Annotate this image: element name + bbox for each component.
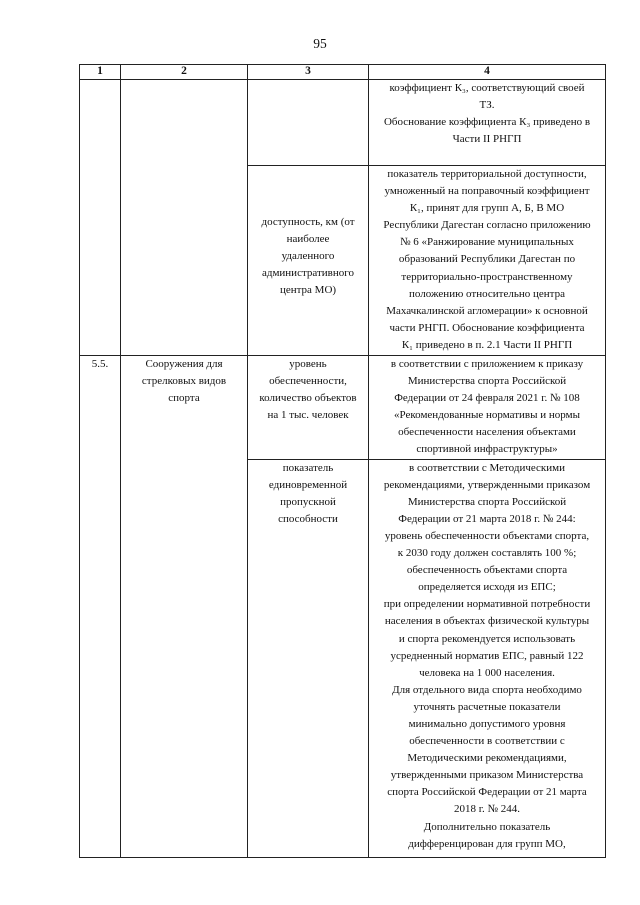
row-number-cell: 5.5. [80,356,121,858]
indicator-cell: доступность, км (от наиболее удаленного административного центра МО) [248,166,369,356]
description-cell: коэффициент К₃, соответствующий своей ТЗ. Обоснование коэффициента К₃ приведено в Части II РНГП [369,80,606,166]
table-row [80,356,606,460]
description-cell: показатель территориальной доступности, умноженный на поправочный коэффициент К₁, принят для групп А, Б, В МО Республики Дагестан согласно приложению № 6 «Ранжирование муниципальных образований Республики Дагестан по территориально-пространственному положению относительно центра Махачкалинской агломерации» к основной части РНГП. Обоснование коэффициента К₁ приведено в п. 2.1 Части II РНГП [369,166,606,356]
row-number-cell [80,80,121,356]
table-row [80,80,606,166]
facility-name-cell [121,80,248,356]
column-header-1: 1 [80,65,121,80]
description-cell: в соответствии с приложением к приказу Министерства спорта Российской Федерации от 24 февраля 2021 г. № 108 «Рекомендованные нормативы и нормы обеспеченности населения объектами спортивной инфраструктуры» [369,356,606,460]
facility-name-cell: Сооружения для стрелковых видов спорта [121,356,248,858]
description-cell: в соответствии с Методическими рекомендациями, утвержденными приказом Министерства спорта Российской Федерации от 21 марта 2018 г. № 244: уровень обеспеченности объектами спорта, к 2030 году должен составлять 100 %; обеспеченность объектами спорта определяется исходя из ЕПС; при определении нормативной потребности населения в объектах физической культуры и спорта рекомендуется использовать усредненный норматив ЕПС, равный 122 человека на 1 000 населения. Для отдельного вида спорта необходимо уточнять расчетные показатели минимально допустимого уровня обеспеченности в соответствии с Методическими рекомендациями, утвержденными приказом Министерства спорта Российской Федерации от 21 марта 2018 г. № 244. Дополнительно показатель дифференцирован для групп МО, [369,459,606,857]
column-header-3: 3 [248,65,369,80]
table-header-row [80,65,606,80]
page-number: 95 [313,36,327,51]
column-header-2: 2 [121,65,248,80]
indicator-cell [248,80,369,166]
indicator-cell: уровень обеспеченности, количество объектов на 1 тыс. человек [248,356,369,460]
column-header-4: 4 [369,65,606,80]
regulation-table [79,64,606,858]
indicator-cell: показатель единовременной пропускной способности [248,459,369,857]
